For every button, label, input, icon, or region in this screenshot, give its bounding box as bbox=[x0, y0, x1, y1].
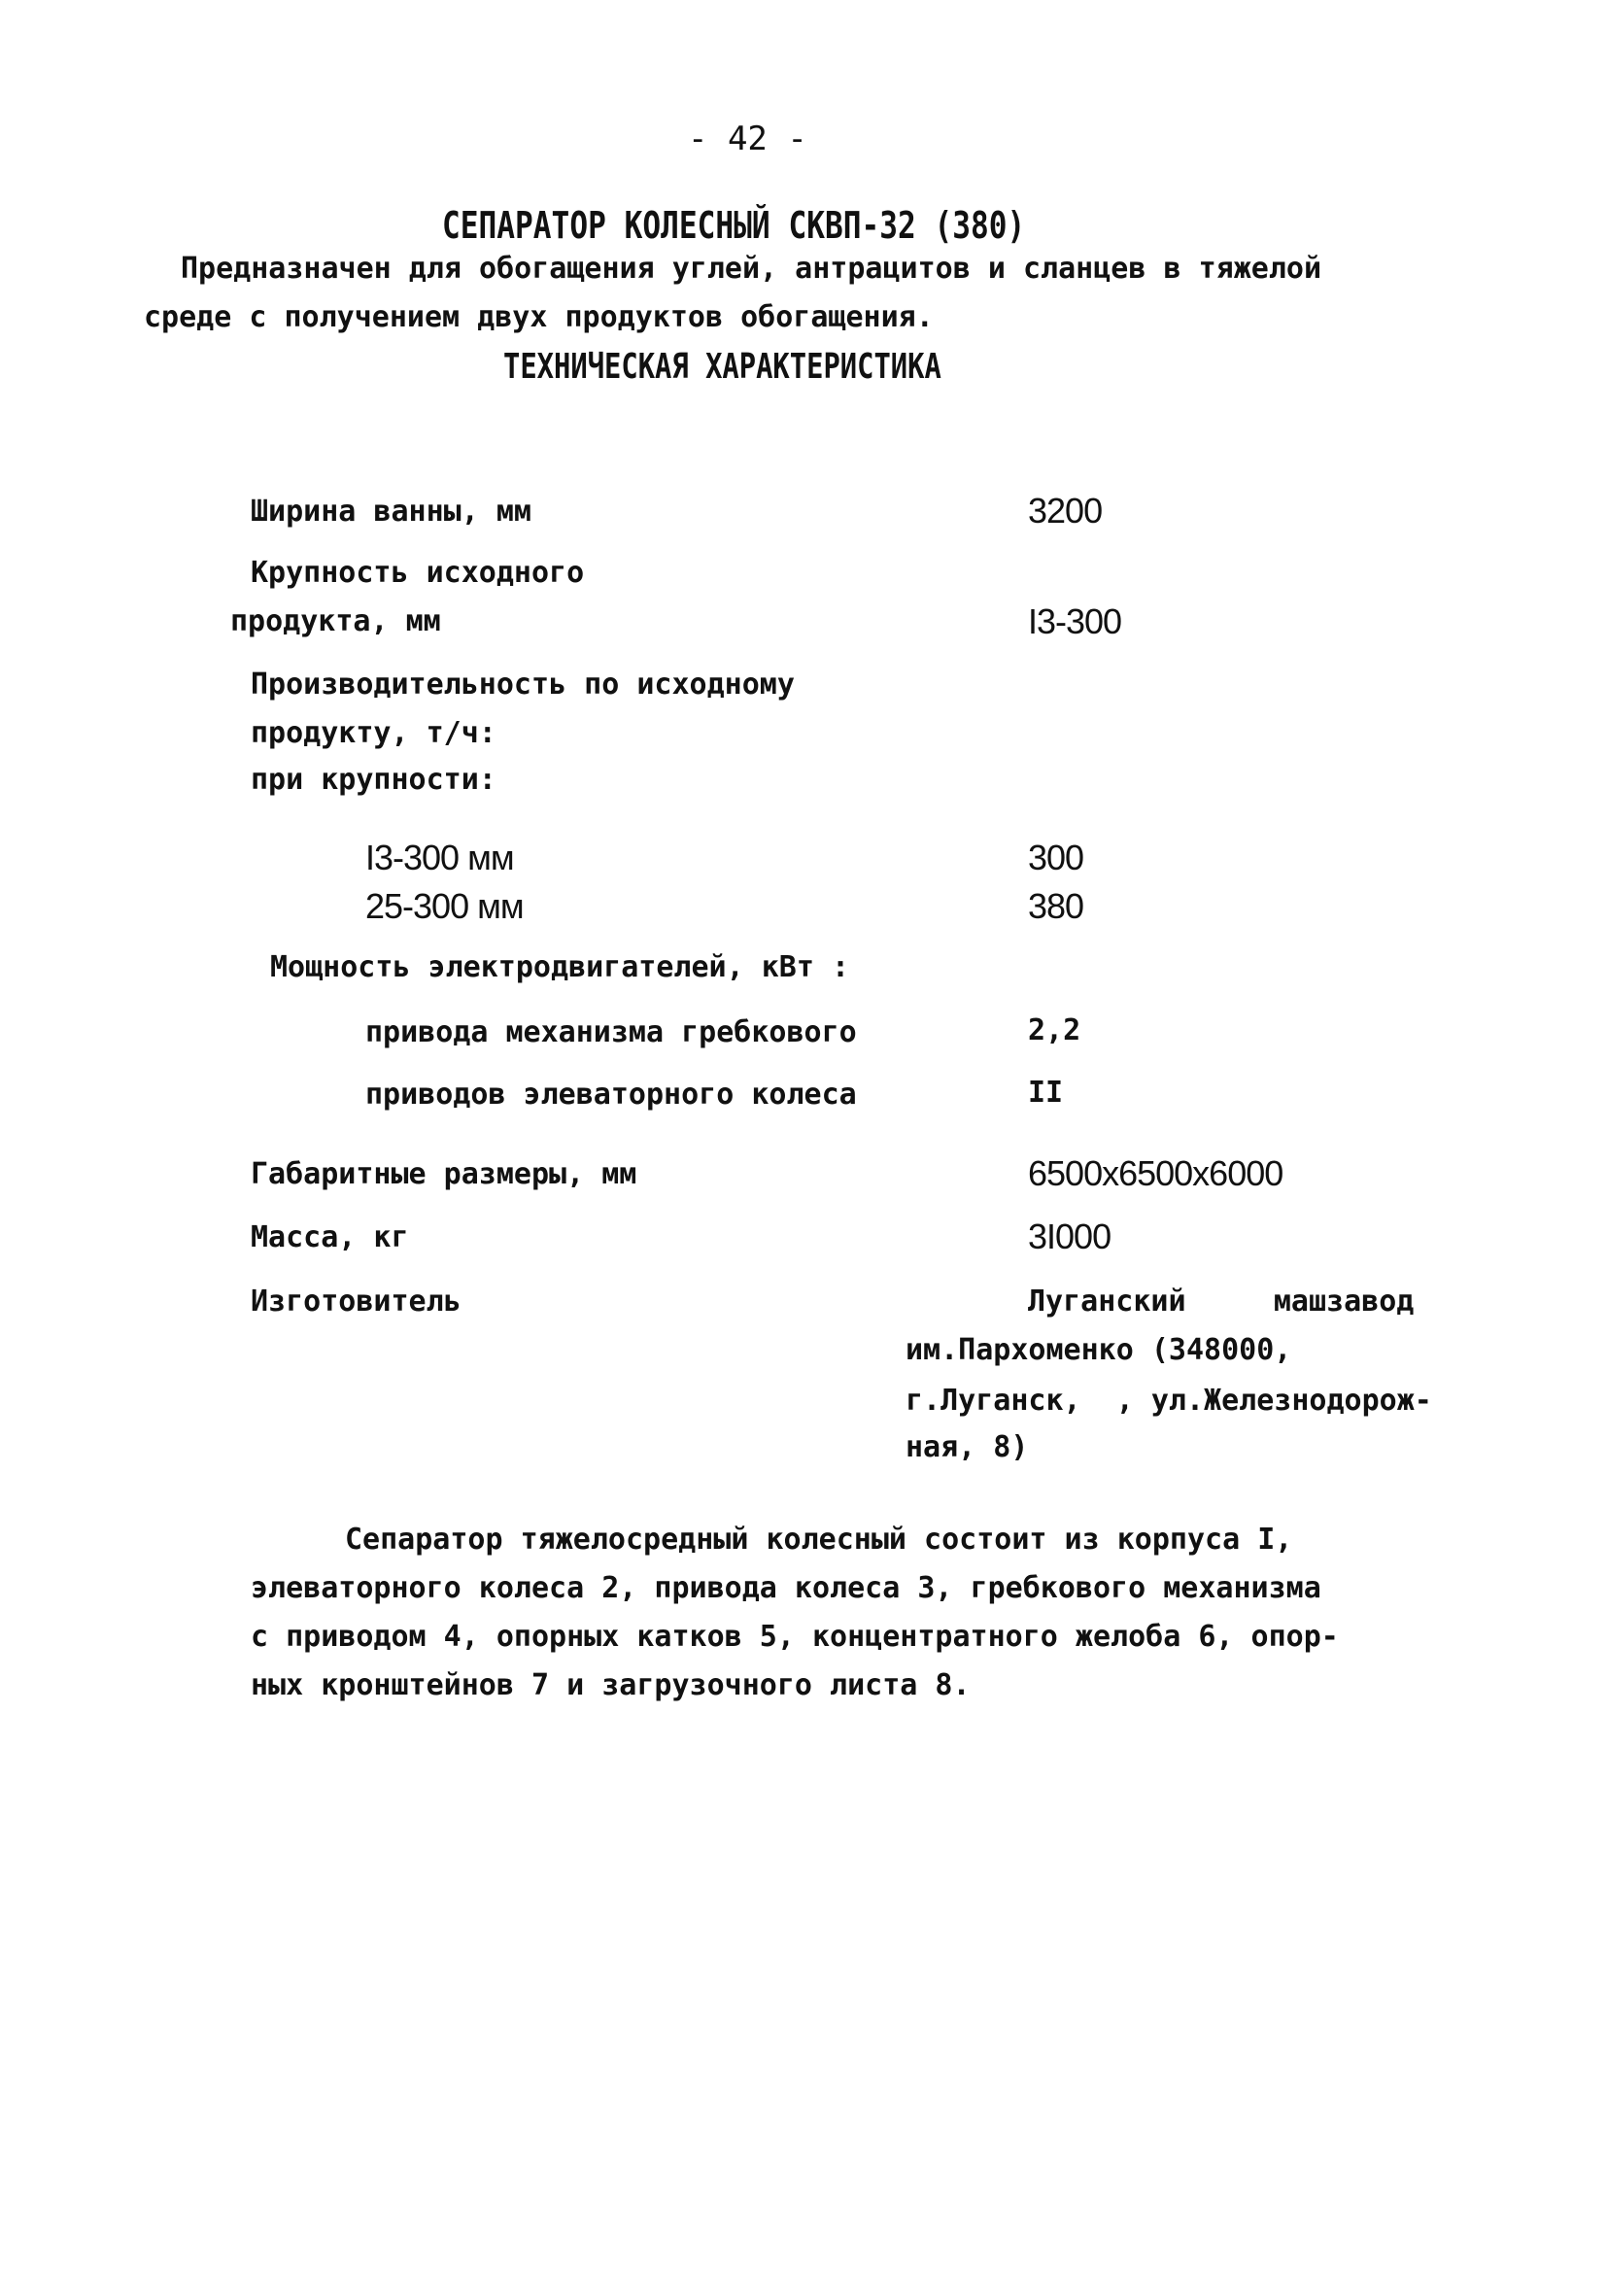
spec-label-manufacturer: Изготовитель bbox=[251, 1285, 462, 1319]
spec-label-capacity-line3: при крупности: bbox=[251, 763, 496, 797]
capacity-row-label: I3-300 мм bbox=[365, 838, 514, 877]
spec-value-mass: 3I000 bbox=[1028, 1217, 1111, 1256]
motor-row-label: приводов элеваторного колеса bbox=[365, 1078, 857, 1112]
spec-label-bath-width: Ширина ванны, мм bbox=[251, 495, 531, 529]
description-line-2: элеваторного колеса 2, привода колеса 3, гребкового механизма bbox=[251, 1571, 1321, 1605]
capacity-row-value: 300 bbox=[1028, 838, 1084, 877]
description-line-3: с приводом 4, опорных катков 5, концентратного желоба 6, опор- bbox=[251, 1620, 1339, 1654]
spec-label-capacity-line2: продукту, т/ч: bbox=[251, 716, 496, 750]
spec-label-capacity-line1: Производительность по исходному bbox=[251, 668, 795, 702]
spec-label-dimensions: Габаритные размеры, мм bbox=[251, 1157, 637, 1191]
spec-label-motor-power: Мощность электродвигателей, кВт : bbox=[270, 950, 850, 984]
spec-label-mass: Масса, кг bbox=[251, 1220, 409, 1254]
spec-label-feed-size-line1: Крупность исходного bbox=[251, 556, 585, 590]
description-line-4: ных кронштейнов 7 и загрузочного листа 8. bbox=[251, 1668, 971, 1702]
motor-row-value: II bbox=[1028, 1076, 1064, 1110]
spec-value-feed-size: I3-300 bbox=[1028, 601, 1122, 641]
manufacturer-address-line-2: им.Пархоменко (348000, bbox=[906, 1333, 1292, 1367]
manufacturer-address-line-4: ная, 8) bbox=[906, 1430, 1029, 1464]
motor-row-label: привода механизма гребкового bbox=[365, 1015, 857, 1049]
description-line-1: Сепаратор тяжелосредный колесный состоит из корпуса I, bbox=[345, 1523, 1293, 1557]
purpose-line-1: Предназначен для обогащения углей, антрацитов и сланцев в тяжелой bbox=[181, 252, 1321, 286]
motor-row-value: 2,2 bbox=[1028, 1013, 1081, 1047]
capacity-row-label: 25-300 мм bbox=[365, 886, 524, 926]
manufacturer-address-line-1: Луганский машзавод bbox=[1028, 1285, 1415, 1319]
manufacturer-address-line-3: г.Луганск, , ул.Железнодорож- bbox=[906, 1384, 1432, 1418]
capacity-row-value: 380 bbox=[1028, 886, 1084, 926]
purpose-line-2: среде с получением двух продуктов обогащения. bbox=[144, 300, 934, 334]
section-heading: ТЕХНИЧЕСКАЯ ХАРАКТЕРИСТИКА bbox=[503, 347, 941, 387]
document-title: СЕПАРАТОР КОЛЕСНЫЙ СКВП-32 (380) bbox=[442, 204, 1026, 247]
spec-value-bath-width: 3200 bbox=[1028, 491, 1103, 531]
spec-value-dimensions: 6500x6500x6000 bbox=[1028, 1153, 1283, 1193]
page-number: - 42 - bbox=[688, 120, 807, 158]
spec-label-feed-size-line2: продукта, мм bbox=[230, 604, 441, 638]
